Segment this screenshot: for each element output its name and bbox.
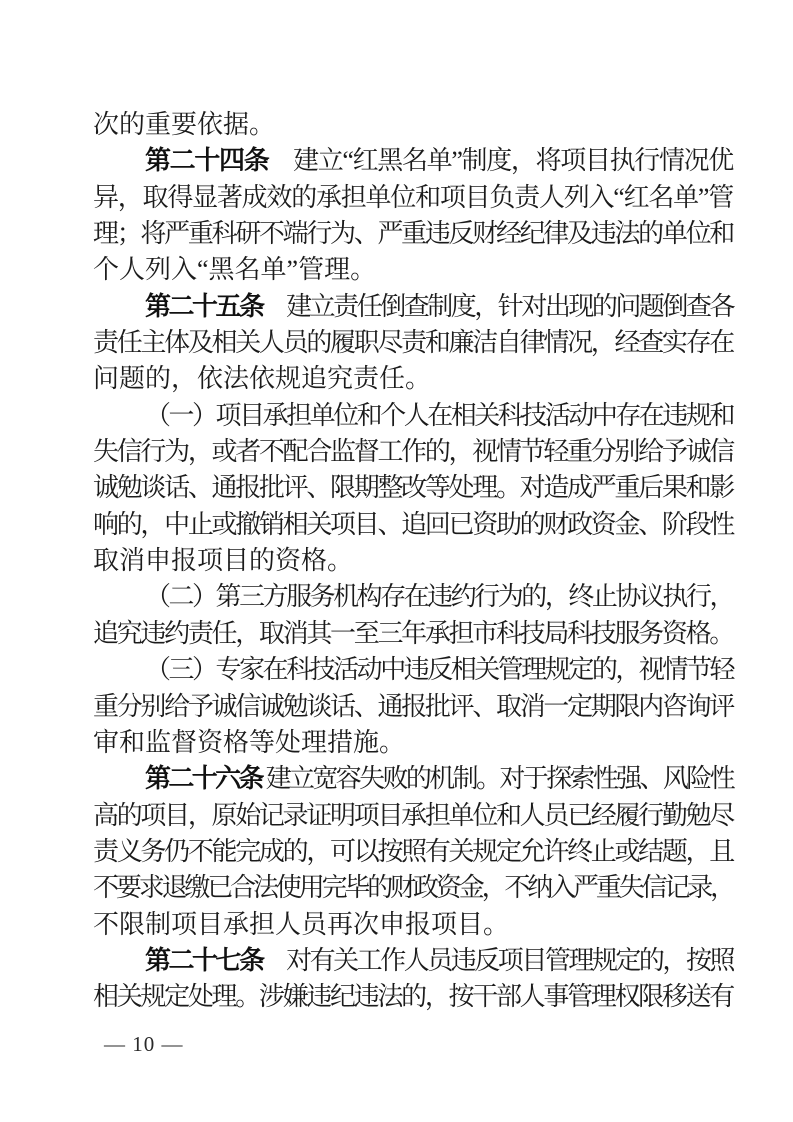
line-text: 建立责任倒查制度，针对出现的问题倒查各 [262, 291, 733, 321]
line-text: 失信行为，或者不配合监督工作的，视情节轻重分别给予诚信 [93, 437, 733, 467]
line-text: （一）项目承担单位和个人在相关科技活动中存在违规和 [145, 400, 733, 430]
line-text: （三）专家在科技活动中违反相关管理规定的，视情节轻 [145, 655, 733, 685]
text-line [93, 615, 733, 651]
text-line [93, 469, 733, 505]
text-line [93, 688, 733, 724]
text-line [93, 724, 733, 760]
document-body [93, 106, 733, 1015]
text-line [93, 324, 733, 360]
page-footer [104, 1032, 184, 1057]
line-text: 追究违约责任，取消其一至三年承担市科技局科技服务资格。 [93, 618, 733, 648]
article-number: 第二十五条 [145, 290, 263, 321]
text-line [93, 906, 733, 942]
text-line [93, 360, 733, 396]
line-text: 问题的，依法依规追究责任。 [93, 364, 432, 394]
article-number: 第二十七条 [145, 944, 263, 975]
line-text: 责义务仍不能完成的，可以按照有关规定允许终止或结题，且 [93, 836, 733, 866]
line-text: 高的项目，原始记录证明项目承担单位和人员已经履行勤勉尽 [93, 800, 733, 830]
text-line [93, 433, 733, 469]
text-line [93, 651, 733, 687]
line-text: 对有关工作人员违反项目管理规定的，按照 [262, 945, 733, 975]
text-line [93, 542, 733, 578]
text-line [93, 578, 733, 614]
line-text: 重分别给予诚信诚勉谈话、通报批评、取消一定期限内咨询评 [93, 691, 733, 721]
line-text: 诚勉谈话、通报批评、限期整改等处理。对造成严重后果和影 [93, 473, 733, 503]
line-text: 理；将严重科研不端行为、严重违反财经纪律及违法的单位和 [93, 219, 733, 249]
line-text: 不限制项目承担人员再次申报项目。 [93, 909, 510, 939]
text-line [93, 797, 733, 833]
text-line [93, 833, 733, 869]
article-number: 第二十六条 [145, 763, 262, 794]
line-text: 相关规定处理。涉嫌违纪违法的，按干部人事管理权限移送有 [93, 982, 733, 1012]
text-line [93, 179, 733, 215]
text-line [93, 215, 733, 251]
article-number: 第二十四条 [145, 145, 269, 176]
line-text: 责任主体及相关人员的履职尽责和廉洁自律情况，经查实存在 [93, 328, 733, 358]
text-line [93, 251, 733, 287]
line-text: 建立宽容失败的机制。对于探索性强、风险性 [261, 764, 733, 794]
line-text: 建立“红黑名单”制度，将项目执行情况优 [268, 146, 733, 176]
text-line [93, 142, 733, 178]
text-line [93, 942, 733, 978]
line-text: 取消申报项目的资格。 [93, 546, 354, 576]
line-text: 个人列入“黑名单”管理。 [93, 255, 377, 285]
text-line [93, 106, 733, 142]
line-text: 异，取得显著成效的承担单位和项目负责人列入“红名单”管 [93, 182, 733, 212]
text-line [93, 869, 733, 905]
page-number: — 10 — [104, 1032, 184, 1056]
line-text: 审和监督资格等处理措施。 [93, 727, 406, 757]
text-line [93, 397, 733, 433]
text-line [93, 978, 733, 1014]
text-line [93, 288, 733, 324]
line-text: 响的，中止或撤销相关项目、追回已资助的财政资金、阶段性 [93, 509, 733, 539]
text-line [93, 506, 733, 542]
line-text: （二）第三方服务机构存在违约行为的，终止协议执行， [145, 582, 733, 612]
line-text: 次的重要依据。 [93, 110, 276, 139]
line-text: 不要求退缴已合法使用完毕的财政资金，不纳入严重失信记录， [93, 873, 733, 903]
text-line [93, 760, 733, 796]
